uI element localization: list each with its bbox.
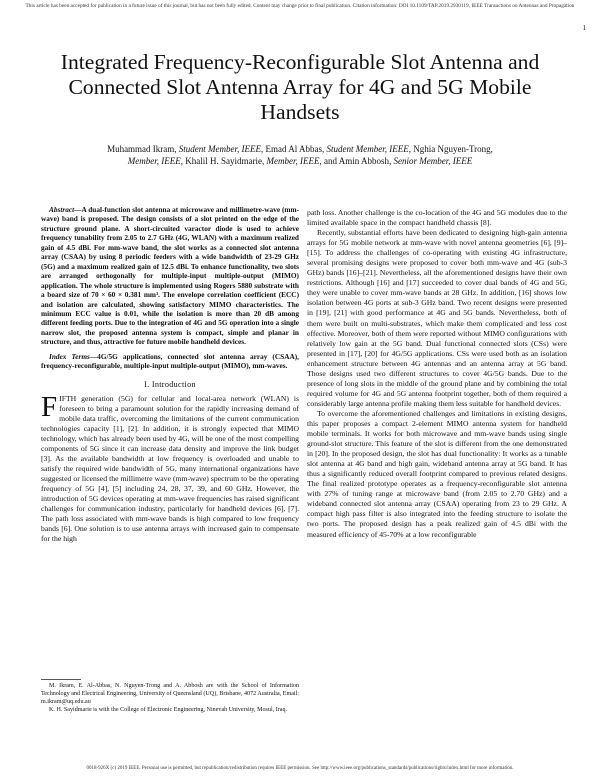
author-line-2: Member, IEEE, Khalil H. Sayidmarie, Member, IEEE, and Amin Abbosh, Senior Member, IEEE — [127, 155, 473, 166]
body-paragraph: To overcome the aforementioned challenges and limitations in existing designs, this paper proposes a compact 2-element MIMO antenna system for handheld mobile terminals. It works for both microwave and mm-wave bands using single ground-slot structure. This feature of the slot is different from the one demonstrated in [20]. In the proposed design, the slot has dual functionality: It works as a tunable slot antenna at 4G band and high gain, wideband antenna array at 5G band. It has thus a significantly reduced overall footprint compared to previous related designs. The final realized prototype operates as a frequency-reconfigurable slot antenna with 27% of tuning range at microwave band (from 2.05 to 2.70 GHz) and a wideband connected slot antenna array (CSAA) operating from 23 to 29 GHz. A compact high pass filter is also integrated into the feeding structure to isolate the two ports. The proposed design has a peak realized gain of 4.5 dBi with the measured efficiency of 45-70% at a low reconfigurable — [307, 408, 567, 539]
body-paragraph: path loss. Another challenge is the co-location of the 4G and 5G modules due to the limited available space in the compact handheld chassis [8]. — [307, 208, 567, 228]
author-list — [40, 144, 560, 167]
footnote-divider — [41, 679, 81, 680]
right-column — [307, 208, 567, 540]
index-terms: Index Terms—4G/5G applications, connected slot antenna array (CSAA), frequency-reconfigurable, multiple-input multiple-output (MIMO), mm-waves. — [41, 351, 299, 371]
paper-title: Integrated Frequency-Reconfigurable Slot Antenna and Connected Slot Antenna Array for 4G and 5G Mobile Handsets — [60, 50, 540, 124]
author-line-1: Muhammad Ikram, Student Member, IEEE, Emad Al Abbas, Student Member, IEEE, Nghia Nguyen-Trong, — [107, 144, 493, 154]
drop-cap: F — [41, 390, 58, 423]
section-heading-introduction: I. Introduction — [144, 379, 196, 389]
journal-header-note: This article has been accepted for publication in a future issue of this journal, but has not been fully edited. Content may change prior to final publication. Citation information: DOI 10.1109/TAP.2019.2930119, IEEE Transactions on Antennas and Propagation — [25, 3, 575, 9]
copyright-footer: 0018-926X (c) 2019 IEEE. Personal use is permitted, but republication/redistribution requires IEEE permission. See http://www.ieee.org/publications_standards/publications/rights/index.html for more information. — [86, 766, 514, 771]
abstract: Abstract—A dual-function slot antenna at microwave and millimetre-wave (mm-wave) band is proposed. The design consists of a slot printed on the edge of the structure ground plane. A short-circuited varactor diode is used to achieve frequency tunability from 2.05 to 2.7 GHz (4G, WLAN) with a maximum realized gain of 4.5 dBi. For mm-wave band, the slot works as a connected slot antenna array (CSAA) by using 8 periodic feeders with a wide bandwidth of 23-29 GHz (5G) and a maximum realized gain of 12.5 dBi. To enhance functionality, two slots are arranged orthogonally for multiple-input multiple-output (MIMO) application. The whole structure is implemented using Rogers 5880 substrate with a board size of 70 × 60 × 0.381 mm³. The envelope correlation coefficient (ECC) and isolation are calculated, showing satisfactory MIMO characteristics. The minimum ECC value is 0.01, while the isolation is more than 20 dB among different feeding ports. Due to the integration of 4G and 5G operation into a single narrow slot, the proposed antenna system is compact, simple and planar in structure, and thus, attractive for future mobile handheld devices. — [41, 205, 299, 347]
page-number: 1 — [582, 24, 586, 32]
left-column — [41, 205, 299, 544]
body-paragraph: Recently, substantial efforts have been dedicated to designing high-gain antenna arrays for 5G mobile network at mm-wave with novel antenna geometries [6], [9]–[15]. To address the challenges of co-operating with existing 4G infrastructure, several promising designs were proposed to cover both mm-wave and 4G (sub-3 GHz) bands [16]–[21]. Nevertheless, all the aforementioned designs have their own restrictions. Although [16] and [17] succeeded to cover dual bands of 4G and 5G, they were unable to cover mm-wave bands at 28 GHz. In addition, [16] shows low isolation between 4G ports at sub-3 GHz band. Two recent designs were presented in [19], [21] with good performance at 4G and 5G bands. Nevertheless, both of them were built on multi-substrates, which make them complicated and less cost effective. Moreover, both of them were reported without MIMO configurations with relatively low gain at the 5G band. Dual functional connected slots (CSs) were presented in [17], [20] for 4G/5G applications. CSs were used both as an isolation enhancement structure between 4G antennas and an antenna array at 5G band. Those designs used two different structures to cover 4G/5G bands. Due to the presence of long slots in the middle of the ground plane and by combining the total required volume for 4G and 5G antenna footprint together, both of them required a considerably large antenna profile making them less suitable for handheld devices. — [307, 228, 567, 408]
author-affiliation-footnote: M. Ikram, E. Al-Abbas, N. Nguyen-Trong and A. Abbosh are with the School of Information Technology and Electrical Engineering, University of Queensland (UQ), Brisbane, 4072 Australia, Email: m.ikram@uq.edu.au K. H. Sayidmarie is with the College of Electronic Engineering, Ninevah University, Mosul, Iraq. — [41, 683, 299, 713]
intro-paragraph: FIFTH generation (5G) for cellular and local-area network (WLAN) is foreseen to bring a paramount solution for the rapidly increasing demand of mobile data traffic, overcoming the limitations of the current communication technologies capacity [1], [2]. In addition, it is strongly expected that MIMO technology, which has already been used by 4G, will be one of the most compelling components of 5G since it can increase data density and improve the link budget [3]. As the available bandwidth at low frequency is overloaded and unable to satisfy the required wide bandwidth of 5G, many international organizations have suggested or licensed the millimetre wave (mm-wave) spectrum to be the operating frequency of 5G [4], [5] including 24, 28, 37, 39, and 60 GHz. However, the introduction of 5G devices operating at mm-wave frequencies has raised significant challenges for communication industry, particularly for handheld devices [6], [7]. The path loss associated with mm-wave bands is high compared to low frequency bands [6]. One solution is to use antenna arrays with increased gain to compensate for the high — [41, 390, 299, 544]
